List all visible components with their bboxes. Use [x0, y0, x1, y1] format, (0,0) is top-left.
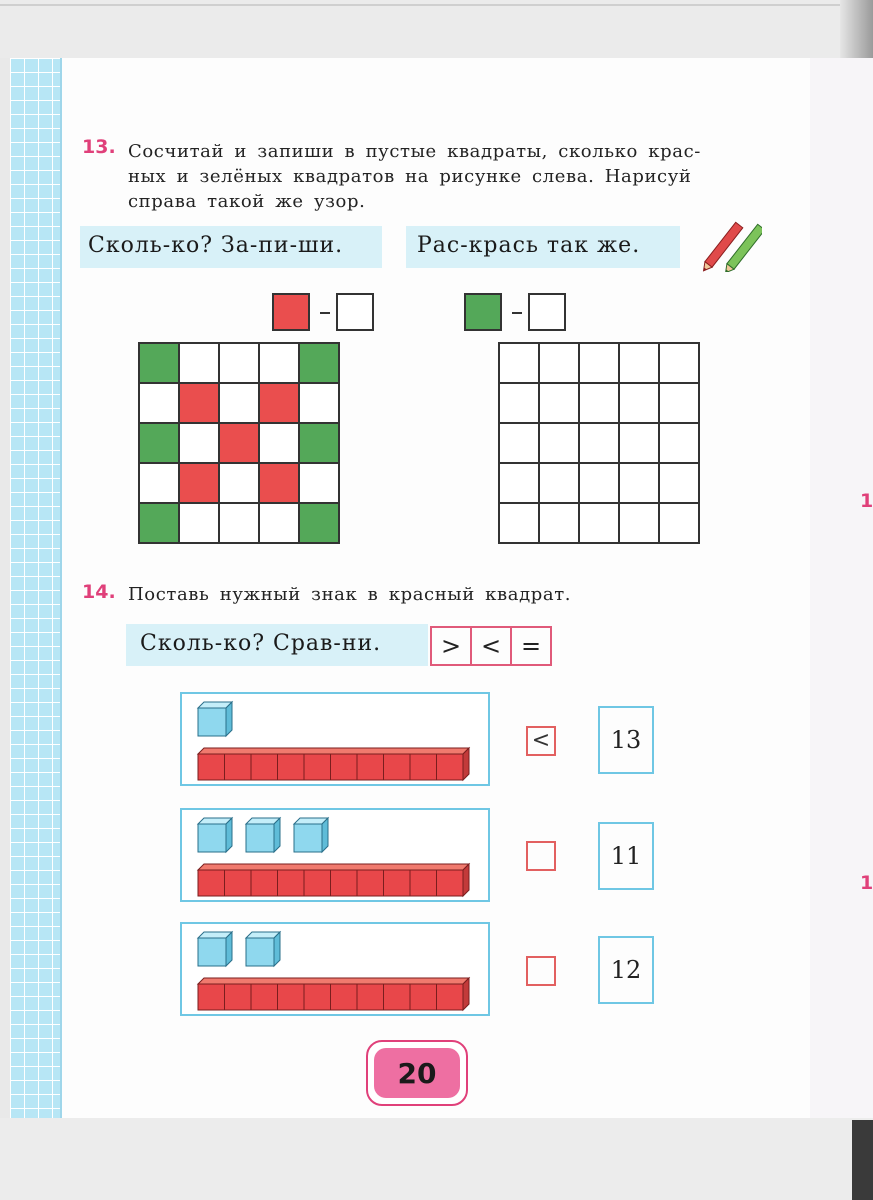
grid-cell[interactable]	[659, 423, 699, 463]
grid-cell[interactable]	[659, 503, 699, 543]
blocks-illustration	[196, 930, 496, 1014]
scan-top-edge	[0, 0, 873, 58]
green-key-square	[464, 293, 502, 331]
color-instruction-band	[406, 226, 680, 268]
grid-cell[interactable]	[539, 383, 579, 423]
grid-row	[139, 383, 339, 423]
grid-row	[139, 503, 339, 543]
task-13-number: 13.	[82, 136, 116, 158]
grid-row	[499, 463, 699, 503]
task-13-line: ных и зелёных квадратов на рисунке слева. Нарисуй	[128, 166, 692, 187]
grid-cell	[299, 383, 339, 423]
color-instruction-label: Рас-крась так же.	[417, 233, 641, 258]
grid-cell	[219, 503, 259, 543]
sign-answer-box[interactable]	[526, 956, 556, 986]
scan-bottom-corner	[852, 1120, 873, 1200]
grid-cell	[139, 503, 179, 543]
grid-cell	[179, 423, 219, 463]
grid-cell	[219, 343, 259, 383]
grid-cell	[259, 423, 299, 463]
grid-cell[interactable]	[579, 423, 619, 463]
grid-row	[499, 423, 699, 463]
less-sign: <	[470, 626, 512, 666]
ten-rod-icon	[198, 864, 469, 896]
task-13-text	[128, 139, 758, 214]
grid-cell[interactable]	[579, 383, 619, 423]
grid-cell[interactable]	[579, 463, 619, 503]
task-13-line: справа такой же узор.	[128, 191, 366, 212]
grid-row	[139, 423, 339, 463]
page-number-badge	[366, 1040, 468, 1106]
grid-cell	[259, 503, 299, 543]
grid-cell	[259, 463, 299, 503]
next-page-mark: 1	[860, 490, 873, 512]
grid-cell	[219, 383, 259, 423]
grid-cell[interactable]	[499, 383, 539, 423]
grid-cell	[139, 463, 179, 503]
grid-cell[interactable]	[659, 463, 699, 503]
sign-answer-box[interactable]	[526, 841, 556, 871]
task-14-number: 14.	[82, 581, 116, 603]
green-count-answer-box[interactable]	[528, 293, 566, 331]
unit-cube-icon	[246, 932, 280, 966]
grid-row	[499, 503, 699, 543]
next-page-mark: 1	[860, 872, 873, 894]
unit-cube-icon	[246, 818, 280, 852]
grid-cell	[139, 343, 179, 383]
count-instruction-label: Сколь-ко? За-пи-ши.	[88, 233, 344, 258]
pencils-icon	[696, 220, 762, 272]
grid-row	[499, 343, 699, 383]
grid-cell[interactable]	[499, 503, 539, 543]
pattern-grid-left	[138, 342, 340, 544]
grid-cell	[299, 343, 339, 383]
compare-number: 13	[598, 706, 654, 774]
compare-instruction-label: Сколь-ко? Срав-ни.	[140, 631, 382, 656]
grid-cell[interactable]	[539, 423, 579, 463]
blocks-illustration	[196, 816, 496, 900]
greater-sign: >	[430, 626, 472, 666]
margin-grid-decoration	[10, 58, 60, 1118]
grid-cell[interactable]	[539, 503, 579, 543]
grid-row	[499, 383, 699, 423]
grid-cell[interactable]	[659, 383, 699, 423]
unit-cube-icon	[198, 932, 232, 966]
sign-answer-box[interactable]: <	[526, 726, 556, 756]
pattern-grid-right-blank[interactable]	[498, 342, 700, 544]
margin-line	[60, 58, 62, 1118]
comparison-signs	[432, 626, 552, 666]
task-13-line: Сосчитай и запиши в пустые квадраты, сколько крас-	[128, 141, 701, 162]
red-count-answer-box[interactable]	[336, 293, 374, 331]
grid-cell[interactable]	[619, 423, 659, 463]
blocks-illustration	[196, 700, 496, 784]
grid-cell[interactable]	[499, 463, 539, 503]
grid-row	[139, 343, 339, 383]
grid-cell	[179, 503, 219, 543]
grid-cell[interactable]	[579, 343, 619, 383]
grid-cell	[219, 423, 259, 463]
grid-cell[interactable]	[539, 463, 579, 503]
grid-cell	[139, 423, 179, 463]
grid-cell[interactable]	[659, 343, 699, 383]
count-instruction-band	[80, 226, 382, 268]
unit-cube-icon	[198, 702, 232, 736]
scan-bottom-edge	[0, 1118, 873, 1200]
equal-sign: =	[510, 626, 552, 666]
ten-rod-icon	[198, 978, 469, 1010]
blocks-frame	[180, 692, 490, 786]
grid-cell[interactable]	[619, 383, 659, 423]
grid-cell[interactable]	[499, 423, 539, 463]
grid-cell[interactable]	[619, 343, 659, 383]
grid-cell[interactable]	[539, 343, 579, 383]
grid-cell[interactable]	[499, 343, 539, 383]
unit-cube-icon	[198, 818, 232, 852]
dash-separator	[512, 312, 522, 314]
compare-instruction-band	[126, 624, 428, 666]
grid-cell[interactable]	[579, 503, 619, 543]
page-number: 20	[374, 1048, 460, 1098]
grid-cell[interactable]	[619, 503, 659, 543]
grid-cell	[299, 503, 339, 543]
grid-cell	[259, 383, 299, 423]
grid-cell	[259, 343, 299, 383]
grid-cell	[139, 383, 179, 423]
compare-number: 12	[598, 936, 654, 1004]
grid-row	[139, 463, 339, 503]
unit-cube-icon	[294, 818, 328, 852]
page-gutter	[810, 58, 873, 1138]
grid-cell	[179, 343, 219, 383]
grid-cell	[299, 423, 339, 463]
blocks-frame	[180, 808, 490, 902]
blocks-frame	[180, 922, 490, 1016]
grid-cell	[219, 463, 259, 503]
compare-number: 11	[598, 822, 654, 890]
grid-cell[interactable]	[619, 463, 659, 503]
red-key-square	[272, 293, 310, 331]
grid-cell	[179, 463, 219, 503]
task-14-text: Поставь нужный знак в красный квадрат.	[128, 584, 572, 605]
ten-rod-icon	[198, 748, 469, 780]
grid-cell	[179, 383, 219, 423]
grid-cell	[299, 463, 339, 503]
dash-separator	[320, 312, 330, 314]
